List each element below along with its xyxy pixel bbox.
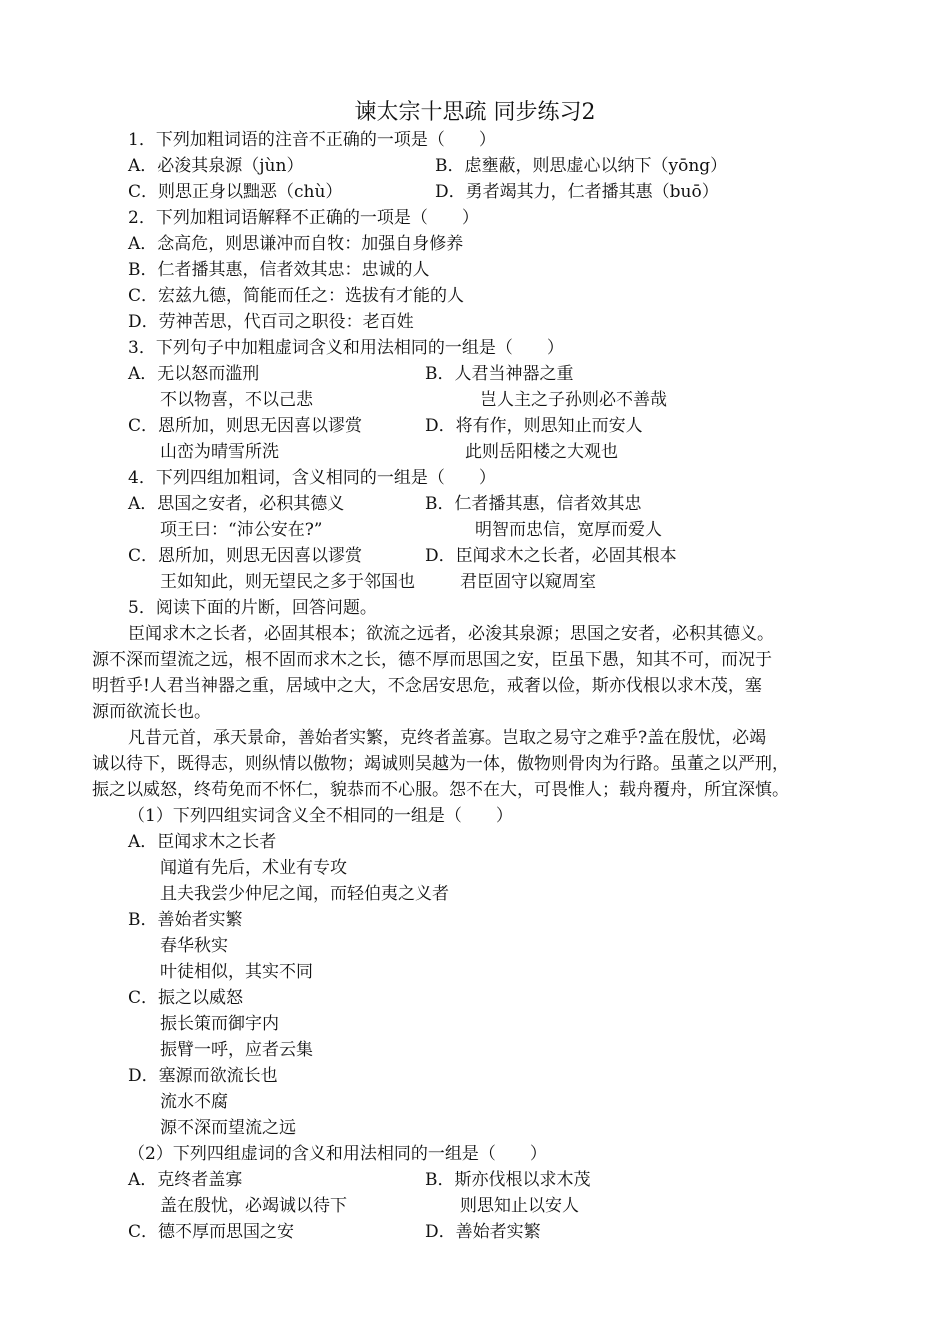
q4-option-a-line2: 项王曰：“沛公安在?” [160, 520, 323, 540]
q2-option-a: A．念高危，则思谦冲而自牧：加强自身修养 [128, 234, 464, 254]
q5-sub1-option-a-example: 且夫我尝少仲尼之闻，而轻伯夷之义者 [160, 884, 449, 904]
q5-passage-line: 凡昔元首，承天景命，善始者实繁，克终者盖寡。岂取之易守之难乎?盖在殷忧，必竭 [128, 728, 767, 748]
q3-option-d-line1: D．将有作，则思知止而安人 [425, 416, 643, 436]
q3-stem: 3．下列句子中加粗虚词含义和用法相同的一组是（ ） [128, 338, 564, 358]
q4-option-c-line1: C．恩所加，则思无因喜以谬赏 [128, 546, 363, 566]
q3-option-a-line1: A．无以怒而滥刑 [128, 364, 260, 384]
q5-sub1-option-a: A．臣闻求木之长者 [128, 832, 277, 852]
q5-sub1-option-d-example: 流水不腐 [160, 1092, 228, 1112]
q3-option-b-line1: B．人君当神器之重 [425, 364, 574, 384]
q2-stem: 2．下列加粗词语解释不正确的一项是（ ） [128, 208, 479, 228]
q1-option-a: A．必浚其泉源（jùn） [128, 156, 304, 176]
q1-option-d: D．勇者竭其力，仁者播其惠（buō） [435, 182, 719, 202]
q4-option-d-line2: 君臣固守以窥周室 [460, 572, 596, 592]
q5-sub1-option-d: D．塞源而欲流长也 [128, 1066, 278, 1086]
q5-sub1-option-c-example: 振臂一呼，应者云集 [160, 1040, 313, 1060]
q1-option-b: B．虑壅蔽，则思虚心以纳下（yōng） [435, 156, 728, 176]
q5-sub2-option-c-line1: C．德不厚而思国之安 [128, 1222, 295, 1242]
q5-passage-line: 臣闻求木之长者，必固其根本；欲流之远者，必浚其泉源；思国之安者，必积其德义。 [128, 624, 774, 644]
q3-option-c-line2: 山峦为晴雪所洗 [160, 442, 279, 462]
q5-sub2-option-b-line2: 则思知止以安人 [460, 1196, 579, 1216]
q5-sub1-option-d-example: 源不深而望流之远 [160, 1118, 296, 1138]
q2-option-b: B．仁者播其惠，信者效其忠：忠诚的人 [128, 260, 430, 280]
q5-sub1-option-c-example: 振长策而御宇内 [160, 1014, 279, 1034]
q1-stem: 1．下列加粗词语的注音不正确的一项是（ ） [128, 130, 496, 150]
q5-sub1-option-c: C．振之以威怒 [128, 988, 244, 1008]
q5-sub1-option-b-example: 春华秋实 [160, 936, 228, 956]
q4-option-c-line2: 王如知此，则无望民之多于邻国也 [160, 572, 415, 592]
q3-option-d-line2: 此则岳阳楼之大观也 [465, 442, 618, 462]
q5-sub2-option-d-line1: D．善始者实繁 [425, 1222, 541, 1242]
q3-option-a-line2: 不以物喜，不以己悲 [160, 390, 313, 410]
q3-option-c-line1: C．恩所加，则思无因喜以谬赏 [128, 416, 363, 436]
q5-passage-line: 源不深而望流之远，根不固而求木之长，德不厚而思国之安，臣虽下愚，知其不可，而况于 [92, 650, 772, 670]
q5-passage-line: 明哲乎!人君当神器之重，居域中之大，不念居安思危，戒奢以俭，斯亦伐根以求木茂，塞 [92, 676, 762, 696]
q5-sub1-option-b: B．善始者实繁 [128, 910, 243, 930]
q5-sub1-option-a-example: 闻道有先后，术业有专攻 [160, 858, 347, 878]
q5-sub2-option-b-line1: B．斯亦伐根以求木茂 [425, 1170, 591, 1190]
q4-option-b-line2: 明智而忠信，宽厚而爱人 [475, 520, 662, 540]
q5-passage-line: 源而欲流长也。 [92, 702, 211, 722]
q1-option-c: C．则思正身以黜恶（chù） [128, 182, 343, 202]
q5-sub1-option-b-example: 叶徒相似，其实不同 [160, 962, 313, 982]
q5-sub1-stem: （1）下列四组实词含义全不相同的一组是（ ） [128, 806, 513, 826]
q4-option-b-line1: B．仁者播其惠，信者效其忠 [425, 494, 642, 514]
q2-option-c: C．宏兹九德，简能而任之：选拔有才能的人 [128, 286, 465, 306]
document-title: 谏太宗十思疏 同步练习2 [354, 100, 596, 125]
q4-option-a-line1: A．思国之安者，必积其德义 [128, 494, 345, 514]
q5-sub2-option-a-line2: 盖在殷忧，必竭诚以待下 [160, 1196, 347, 1216]
q5-stem: 5．阅读下面的片断，回答问题。 [128, 598, 377, 618]
q5-sub2-option-a-line1: A．克终者盖寡 [128, 1170, 243, 1190]
q4-option-d-line1: D．臣闻求木之长者，必固其根本 [425, 546, 677, 566]
q5-passage-line: 振之以威怒，终苟免而不怀仁，貌恭而不心服。怨不在大，可畏惟人；载舟覆舟，所宜深慎。 [92, 780, 789, 800]
q5-sub2-stem: （2）下列四组虚词的含义和用法相同的一组是（ ） [128, 1144, 547, 1164]
q4-stem: 4．下列四组加粗词，含义相同的一组是（ ） [128, 468, 496, 488]
q2-option-d: D．劳神苦思，代百司之职役：老百姓 [128, 312, 414, 332]
q3-option-b-line2: 岂人主之子孙则必不善哉 [480, 390, 667, 410]
q5-passage-line: 诚以待下，既得志，则纵情以傲物；竭诚则吴越为一体，傲物则骨肉为行路。虽董之以严刑， [92, 754, 789, 774]
